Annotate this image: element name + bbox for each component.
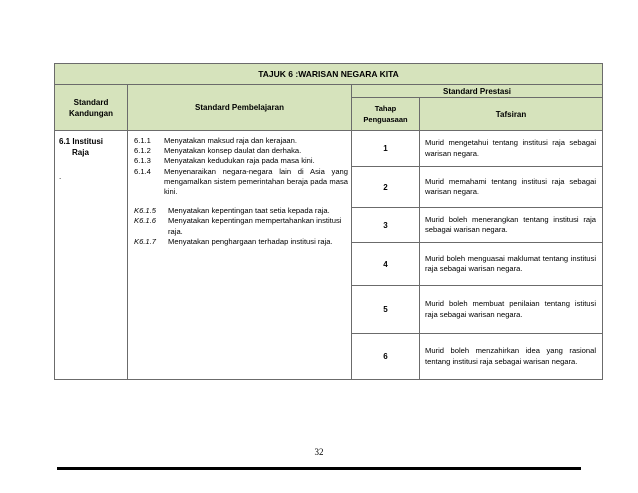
header-standard-pembelajaran: Standard Pembelajaran xyxy=(128,85,352,131)
learning-standard-code: K6.1.7 xyxy=(134,236,156,246)
learning-standard-item xyxy=(134,156,348,166)
table-title: TAJUK 6 :WARISAN NEGARA KITA xyxy=(55,64,603,85)
tafsiran-text: Murid memahami tentang institusi raja sebagai warisan negara. xyxy=(420,167,603,208)
standards-table xyxy=(54,63,603,380)
learning-standard-code: 6.1.3 xyxy=(134,156,151,166)
learning-standard-code: 6.1.1 xyxy=(134,136,151,145)
header-tahap-penguasaan: Tahap Penguasaan xyxy=(352,98,420,131)
learning-standard-code: K6.1.5 xyxy=(134,206,156,216)
learning-standard-text: Menyatakan kedudukan raja pada masa kini. xyxy=(164,156,315,166)
footer-rule xyxy=(57,467,581,470)
header-standard-kandungan: Standard Kandungan xyxy=(55,85,128,131)
standard-kandungan-mark: . xyxy=(59,172,62,181)
tahap-level: 4 xyxy=(352,243,420,286)
header-tafsiran: Tafsiran xyxy=(420,98,603,131)
learning-standard-text: Menyatakan kepentingan taat setia kepada raja. xyxy=(168,206,330,216)
tafsiran-text: Murid mengetahui tentang institusi raja sebagai warisan negara. xyxy=(420,131,603,167)
standard-kandungan-cell xyxy=(55,131,128,380)
tafsiran-text: Murid boleh menguasai maklumat tentang institusi raja sebagai warisan negara. xyxy=(420,243,603,286)
tahap-level: 5 xyxy=(352,286,420,334)
learning-standard-text: Menyatakan kepentingan mempertahankan institusi raja. xyxy=(168,216,342,236)
learning-standard-code: 6.1.2 xyxy=(134,146,151,156)
learning-standard-code: K6.1.6 xyxy=(134,216,156,226)
standard-pembelajaran-cell xyxy=(128,131,352,380)
learning-standard-item xyxy=(134,146,348,156)
standard-kandungan-name: Raja xyxy=(72,148,89,157)
standard-kandungan-code: 6.1 Institusi xyxy=(59,137,104,146)
learning-standard-item xyxy=(134,216,348,236)
learning-standard-text: Menyatakan penghargaan terhadap institusi raja. xyxy=(168,236,333,246)
learning-standard-text: Menyenaraikan negara-negara lain di Asia yang mengamalkan sistem pemerintahan beraja pada masa kini. xyxy=(164,166,348,197)
page-number: 32 xyxy=(314,447,324,457)
tafsiran-text: Murid boleh menzahirkan idea yang rasional tentang institusi raja sebagai warisan negara. xyxy=(420,334,603,380)
learning-standard-text: Menyatakan konsep daulat dan derhaka. xyxy=(164,146,302,156)
learning-standard-item xyxy=(134,167,348,198)
learning-standard-item xyxy=(134,237,348,247)
tahap-level: 3 xyxy=(352,208,420,243)
learning-standard-item xyxy=(134,206,348,216)
tahap-level: 1 xyxy=(352,131,420,167)
learning-standard-item xyxy=(134,136,348,146)
learning-standard-code: 6.1.4 xyxy=(134,166,151,176)
tahap-level: 2 xyxy=(352,167,420,208)
tafsiran-text: Murid boleh menerangkan tentang institusi raja sebagai warisan negara. xyxy=(420,208,603,243)
tafsiran-text: Murid boleh membuat penilaian tentang istitusi raja sebagai warisan negara. xyxy=(420,286,603,334)
header-standard-prestasi: Standard Prestasi xyxy=(352,85,603,98)
tahap-level: 6 xyxy=(352,334,420,380)
learning-standard-text: Menyatakan maksud raja dan kerajaan. xyxy=(164,136,297,145)
